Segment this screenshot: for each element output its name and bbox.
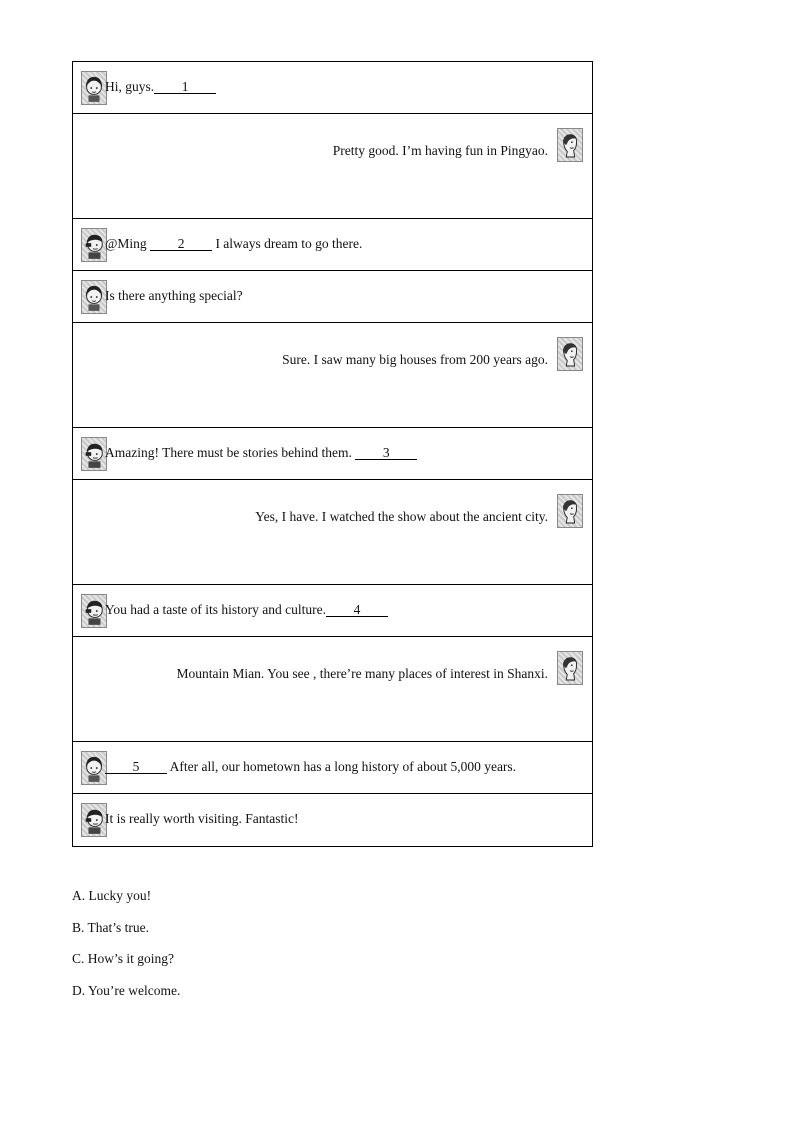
option-d[interactable]: D. You’re welcome. xyxy=(72,982,181,998)
chat-text xyxy=(105,236,362,252)
answer-blank-5[interactable]: 5 xyxy=(105,760,167,774)
chat-row-11 xyxy=(73,794,592,846)
boy-avatar-icon xyxy=(557,128,583,162)
chat-row-9 xyxy=(73,637,592,742)
answer-blank-3[interactable]: 3 xyxy=(355,446,417,460)
boy-avatar-icon xyxy=(557,494,583,528)
answer-blank-1[interactable]: 1 xyxy=(154,80,216,94)
chat-row-10 xyxy=(73,742,592,794)
girl-avatar-icon xyxy=(81,280,107,314)
chat-text: Sure. I saw many big houses from 200 years ago. xyxy=(282,352,548,367)
boy-avatar-icon xyxy=(557,651,583,685)
answer-blank-2[interactable]: 2 xyxy=(150,237,212,251)
chat-text: Mountain Mian. You see , there’re many places of interest in Shanxi. xyxy=(176,666,548,681)
chat-table xyxy=(72,61,593,847)
boy-avatar-icon xyxy=(557,337,583,371)
text-before-blank: Amazing! There must be stories behind them. xyxy=(105,445,356,460)
boy-avatar-icon xyxy=(81,228,107,262)
text-after-blank: I always dream to go there. xyxy=(212,236,363,251)
answer-options xyxy=(72,884,180,1010)
chat-row-4 xyxy=(73,271,592,323)
answer-blank-4[interactable]: 4 xyxy=(326,603,388,617)
chat-text: Pretty good. I’m having fun in Pingyao. xyxy=(332,143,548,158)
girl-avatar-icon xyxy=(81,71,107,105)
chat-row-5 xyxy=(73,323,592,428)
chat-text xyxy=(105,445,417,461)
text-before-blank: Hi, guys. xyxy=(105,79,155,94)
option-a[interactable]: A. Lucky you! xyxy=(72,888,152,903)
chat-text xyxy=(105,79,216,95)
text-after-blank: After all, our hometown has a long history of about 5,000 years. xyxy=(167,759,517,774)
boy-avatar-icon xyxy=(81,803,107,837)
chat-row-6 xyxy=(73,428,592,480)
chat-text: Is there anything special? xyxy=(105,288,243,303)
girl-avatar-icon xyxy=(81,751,107,785)
chat-row-3 xyxy=(73,219,592,271)
option-c[interactable]: C. How’s it going? xyxy=(72,951,175,966)
chat-text: It is really worth visiting. Fantastic! xyxy=(105,811,299,826)
option-b[interactable]: B. That’s true. xyxy=(72,919,149,935)
boy-avatar-icon xyxy=(81,437,107,471)
text-before-blank: @Ming xyxy=(105,236,151,251)
chat-row-1 xyxy=(73,62,592,114)
chat-row-8 xyxy=(73,585,592,637)
chat-text: Yes, I have. I watched the show about the ancient city. xyxy=(255,509,548,524)
boy-avatar-icon xyxy=(81,594,107,628)
text-before-blank: You had a taste of its history and culture. xyxy=(105,602,326,617)
chat-text xyxy=(105,602,388,618)
chat-row-2 xyxy=(73,114,592,219)
chat-text xyxy=(105,759,516,775)
chat-row-7 xyxy=(73,480,592,585)
